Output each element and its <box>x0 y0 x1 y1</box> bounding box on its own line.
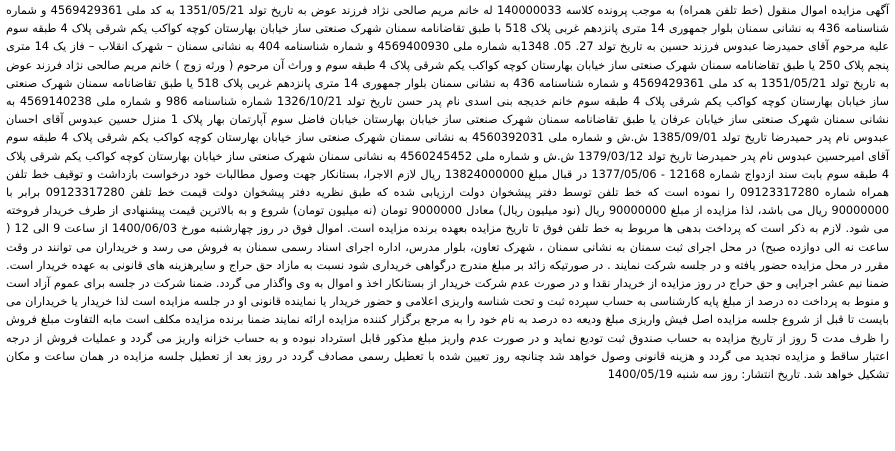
publication-date: انتشار: روز سه شنبه 1400/05/19 <box>607 368 774 382</box>
notice-body-text: آگهی مزایده اموال منقول (خط تلفن همراه) به موجب پرونده کلاسه 140000033 له خانم مریم صالحی نژاد فرزند عوض به تاریخ تولد 1351/05/21 به کد ملی 4569429361 و شماره شناسنامه 436 به نشانی سمنان بلوار جمهوری 14 متری پانزدهم غربی پلاک 518 با طبق تقاضانامه سمنان شهرک صنعتی ساز خیابان بهارستان کوچه کواکب یکم شرقی پلاک 4 طبقه سوم علیه مرحوم آقای حمیدرضا عبدوس فرزند حسین به تاریخ تولد 27. 05. 1348به شماره ملی 4569400930 و شماره شناسنامه 404 به نشانی سمنان – شهرک انقلاب – فاز یک 14 متری پنجم پلاک 250 یا طبق تقاضانامه سمنان شهرک صنعتی ساز خیابان بهارستان کوچه کواکب یکم شرقی پلاک 4 طبقه سوم و وراث آن مرحوم ( ورثه زوج ) خانم مریم صالحی نژاد فرزند عوض به تاریخ تولد 1351/05/21 به کد ملی 4569429361 و شماره شناسنامه 436 به نشانی سمنان بلوار جمهوری 14 متری پانزدهم غربی پلاک 518 یا طبق تقاضانامه سمنان شهرک صنعتی ساز خیابان بهارستان کوچه کواکب یکم شرقی پلاک 4 طبقه سوم خانم خدیجه بنی اسدی نام پدر حسن تاریخ تولد 1326/10/21 شماره شناسنامه 986 و شماره ملی 4569140238 به نشانی سمنان شهرک صنعتی ساز خیابان عرفان یا طبق تقاضانامه سمنان شهرک صنعتی ساز خیابان بهارستان خیابان فاضل سوم آپارتمان بهار پلاک 1 منزل حسین عبدوس آقای احسان عبدوس نام پدر حمیدرضا تاریخ تولد 1385/09/01 ش.ش و شماره ملی 4560392031 به نشانی سمنان شهرک صنعتی ساز خیابان بهارستان کوچه کواکب یکم شرقی پلاک 4 طبقه سوم آقای امیرحسین عبدوس نام پدر حمیدرضا تاریخ تولد 1379/03/12 ش.ش و شماره ملی 4560245452 به نشانی سمنان شهرک صنعتی ساز خیابان بهارستان کوچه کواکب یکم شرقی پلاک 4 طبقه سوم بابت سند ازدواج شماره 12168 - 1377/05/06 در قبال مبلغ 13824000000 ریال لازم الاجرا، بستانکار جهت وصول مطالبات خود درخواست بازداشت و توقیف خط تلفن همراه شماره 09123317280 را نموده است که خط تلفن توسط دفتر پیشخوان دولت ارزیابی شده که طبق نظریه دفتر پیشخوان دولت قیمت خط تلفن 09123317280 برابر با 90000000 ریال می باشد، لذا مزایده از مبلغ 90000000 ریال (نود میلیون ریال) معادل 9000000 تومان (نه میلیون تومان) شروع و به بالاترین قیمت پیشنهادی از طرف خریدار فروخته می شود. لازم به ذکر است که پرداخت بدهی ها مربوط به خط تلفن فوق تا تاریخ مزایده بعهده برنده مزایده است. اموال فوق در روز چهارشنبه مورخ 1400/06/03 از ساعت 9 الی 12 ( ساعت نه الی دوازده صبح) در محل اجرای ثبت سمنان به نشانی سمنان ، شهرک تعاون، بلوار مدرس، اداره اجرای اسناد رسمی سمنان به فروش می رسد و خریداران می توانند در وقت مقرر در محل مزایده حضور یافته و در جلسه شرکت نمایند . در صورتیکه زائد بر مبلغ مندرج درگواهی خریداری شود نسبت به مازاد حق حراج و سایرهزینه های قانونی به عهده خریدار است. ضمنا نیم عشر اجرایی و حق حراج در روز مزایده از خریدار نقدا و در صورت عدم شرکت خریدار از بستانکار اخذ و اموال به وی واگذار می گردد. ضمنا شرکت در جلسه برای عموم آزاد است و منوط به پرداخت ده درصد از مبلغ پایه کارشناسی به حساب سپرده ثبت و تحت شناسه واریزی اعلامی و حضور خریدار یا نماینده قانونی او در جلسه مزایده است لذا خریدار یا خریداران می بایست تا قبل از شروع جلسه مزایده اصل فیش واریزی مبلغ ودیعه ده درصد به نام خود را به مرجع برگزار کننده مزایده ارائه نمایند ضمنا برنده مزایده مکلف است مابه التفاوت مبلغ فروش را ظرف مدت 5 روز از تاریخ مزایده به حساب صندوق ثبت تودیع نماید و در صورت عدم واریز مبلغ مذکور قابل استرداد نبوده و به حساب خزانه واریز می گردد و عملیات فروش از درجه اعتبار ساقط و مزایده تجدید می گردد و هزینه قانونی وصول خواهد شد چنانچه روز تعیین شده با تعطیل رسمی مصادف گردد در روز بعد از تعطیل جلسه مزایده در همان ساعت و مکان تشکیل خواهد شد. تاریخ <box>6 4 890 382</box>
